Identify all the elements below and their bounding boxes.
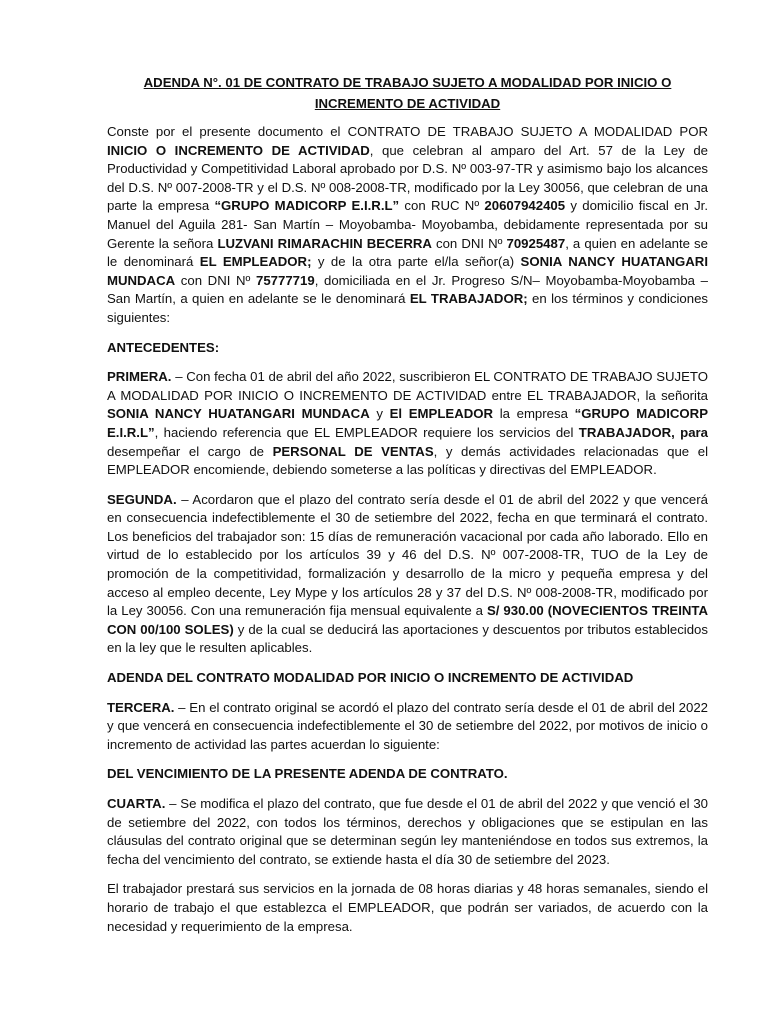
company-name: “GRUPO MADICORP E.I.R.L” [107, 406, 709, 440]
intro-text: Conste por el presente documento el CONTRATO DE TRABAJO SUJETO A MODALIDAD POR [107, 124, 708, 139]
employer-label: EL EMPLEADOR; [199, 254, 312, 270]
intro-paragraph [107, 123, 708, 328]
clause-segunda [107, 491, 708, 658]
final-paragraph: El trabajador prestará sus servicios en la jornada de 08 horas diarias y 48 horas semanales, siendo el horario de trabajo el que establezca el EMPLEADOR, que podrán ser variados, de acuerdo con la necesidad y requerimiento de la empresa. [107, 881, 708, 934]
salary-amount: S/ 930.00 (NOVECIENTOS TREINTA CON 00/100 SOLES) [107, 603, 709, 637]
intro-text: en los términos y condiciones siguientes: [107, 291, 709, 325]
clause-text: – Con fecha 01 de abril del año 2022, suscribieron EL CONTRATO DE TRABAJO SUJETO A MODALIDAD POR INICIO O INCREMENTO DE ACTIVIDAD entre EL TRABAJADOR, la señorita [107, 369, 708, 403]
clause-cuarta [107, 795, 708, 869]
employer-label: El EMPLEADOR [389, 406, 494, 422]
company-name: “GRUPO MADICORP E.I.R.L” [214, 198, 400, 214]
antecedentes-heading: ANTECEDENTES: [107, 339, 220, 355]
clause-primera [107, 368, 708, 480]
vencimiento-heading: DEL VENCIMIENTO DE LA PRESENTE ADENDA DE CONTRATO. [107, 766, 508, 782]
clause-label: PRIMERA. [107, 369, 172, 385]
clause-text: – Se modifica el plazo del contrato, que fue desde el 01 de abril del 2022 y que venció el 30 de setiembre del 2022, con todos los términos, derechos y obligaciones que se estipulan en las cláusulas del contrato original que se determinan según ley manteniéndose en todos sus extremos, la fecha del vencimiento del contrato, se extiende hasta el día 30 de setiembre del 2023. [107, 796, 708, 867]
adenda-heading: ADENDA DEL CONTRATO MODALIDAD POR INICIO O INCREMENTO DE ACTIVIDAD [107, 670, 634, 686]
clause-text: , haciendo referencia que EL EMPLEADOR requiere los servicios del [154, 424, 579, 440]
intro-text: con DNI Nº [175, 272, 257, 288]
clause-text: , y demás actividades relacionadas que el EMPLEADOR encomiende, debiendo someterse a las políticas y directivas del EMPLEADOR. [107, 443, 708, 478]
clause-label: SEGUNDA. [107, 491, 177, 507]
worker-dni: 75777719 [256, 272, 315, 288]
title-line-2: INCREMENTO DE ACTIVIDAD [314, 96, 501, 111]
intro-text: y de la otra parte el/la señor(a) [311, 254, 521, 270]
clause-text: – Acordaron que el plazo del contrato sería desde el 01 de abril del 2022 y que vencerá en consecuencia indefectiblemente el 30 de setiembre del 2022, fecha en que terminará el contrato. Los beneficios del trabajador son: 15 días de remuneración vacacional por cada año laborado. Ello en virtud de lo establecido por los artículos 39 y 46 del D.S. Nº 007-2008-TR, TUO de la Ley de promoción de la competitividad, formalización y desarrollo de la micro y pequeña empresa y del acceso al empleo decente, Ley Mype y los artículos 28 y 37 del D.S. Nº 008-2008-TR, modificado por la Ley 30056. Con una remuneración fija mensual equivalente a [107, 491, 708, 619]
company-ruc: 20607942405 [484, 198, 566, 214]
job-position: PERSONAL DE VENTAS [272, 443, 434, 459]
worker-name: SONIA NANCY HUATANGARI MUNDACA [107, 406, 370, 422]
worker-label: EL TRABAJADOR; [409, 291, 528, 307]
clause-text: desempeñar el cargo de [107, 443, 273, 459]
clause-label: CUARTA. [107, 796, 166, 811]
title-line-1: ADENDA N°. 01 DE CONTRATO DE TRABAJO SUJETO A MODALIDAD POR INICIO O [143, 75, 672, 90]
worker-label: TRABAJADOR, para [578, 424, 709, 440]
intro-text: con RUC Nº [399, 198, 485, 214]
intro-text: , a quien en adelante se le denominará [107, 235, 708, 270]
intro-modality: INICIO O INCREMENTO DE ACTIVIDAD [107, 142, 370, 158]
clause-text: y de la cual se deducirá las aportaciones y descuentos por tributos establecidos en la ley que le resulten aplicables. [107, 621, 708, 656]
clause-tercera [107, 699, 708, 755]
clause-label: TERCERA. [107, 699, 175, 715]
intro-text: y domicilio fiscal en Jr. Manuel del Aguila 281- San Martín – Moyobamba- Moyobamba, debidamente representada por su Gerente la señora [107, 198, 708, 251]
clause-text: – En el contrato original se acordó el plazo del contrato sería desde el 01 de abril del 2022 y que vencerá en consecuencia indefectiblemente el 30 de setiembre del 2022, por motivos de inicio o incremento de actividad las partes acuerdan lo siguiente: [107, 699, 708, 752]
intro-text: , que celebran al amparo del Art. 57 de la Ley de Productividad y Competitividad Laboral aprobado por D.S. Nº 003-97-TR y asimismo bajo los alcances del D.S. Nº 007-2008-TR y el D.S. Nº 008-2008-TR, modificado por la Ley 30056, que celebran de una parte la empresa [107, 142, 708, 214]
document-title [107, 72, 708, 114]
clause-text: y [369, 406, 390, 422]
clause-text: la empresa [493, 406, 575, 422]
manager-dni: 70925487 [506, 235, 566, 251]
worker-name: SONIA NANCY HUATANGARI MUNDACA [107, 254, 708, 288]
intro-text: , domiciliada en el Jr. Progreso S/N– Moyobamba-Moyobamba – San Martín, a quien en adelante se le denominará [107, 272, 708, 307]
manager-name: LUZVANI RIMARACHIN BECERRA [217, 235, 432, 251]
intro-text: con DNI Nº [431, 235, 507, 251]
